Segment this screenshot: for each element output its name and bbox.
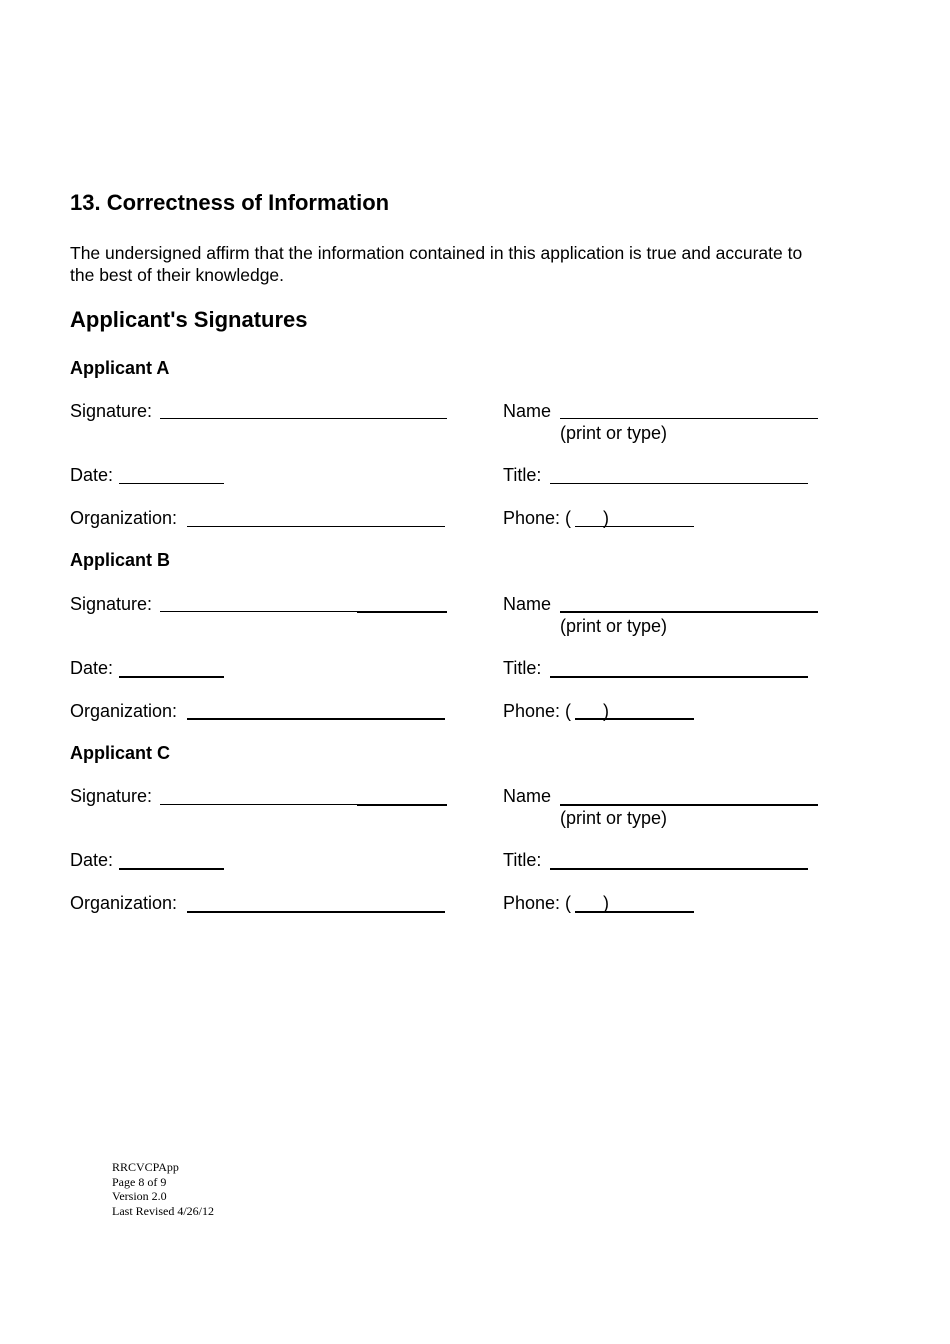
phone-close-paren: ) bbox=[603, 701, 609, 721]
phone-number-field[interactable] bbox=[603, 911, 694, 913]
name-field[interactable] bbox=[560, 804, 818, 806]
organization-label: Organization: bbox=[70, 508, 178, 528]
signature-label: Signature: bbox=[70, 594, 153, 614]
signature-label: Signature: bbox=[70, 401, 153, 421]
section-paragraph-line-1: The undersigned affirm that the information contained in this application is true and accurate to bbox=[70, 243, 803, 263]
title-label: Title: bbox=[503, 658, 542, 678]
footer-last-revised: Last Revised 4/26/12 bbox=[112, 1203, 214, 1218]
phone-number-field[interactable] bbox=[603, 526, 694, 527]
organization-label: Organization: bbox=[70, 701, 178, 721]
name-label: Name bbox=[503, 594, 552, 614]
applicant-heading: Applicant C bbox=[70, 743, 171, 763]
name-field[interactable] bbox=[560, 418, 818, 419]
print-or-type-note: (print or type) bbox=[560, 808, 668, 828]
section-paragraph-line-2: the best of their knowledge. bbox=[70, 265, 285, 285]
date-label: Date: bbox=[70, 658, 114, 678]
title-field[interactable] bbox=[550, 676, 808, 678]
section-heading: 13. Correctness of Information bbox=[70, 190, 390, 215]
print-or-type-note: (print or type) bbox=[560, 616, 668, 636]
title-field[interactable] bbox=[550, 868, 808, 870]
date-field[interactable] bbox=[119, 868, 224, 870]
print-or-type-note: (print or type) bbox=[560, 423, 668, 443]
title-field[interactable] bbox=[550, 483, 808, 484]
name-field[interactable] bbox=[560, 611, 818, 613]
signature-field-extension[interactable] bbox=[357, 804, 447, 806]
phone-label: Phone: ( bbox=[503, 508, 572, 528]
phone-label: Phone: ( bbox=[503, 701, 572, 721]
phone-area-code-field[interactable] bbox=[575, 526, 603, 527]
applicant-heading: Applicant A bbox=[70, 358, 170, 378]
title-label: Title: bbox=[503, 850, 542, 870]
footer-version: Version 2.0 bbox=[112, 1189, 167, 1203]
signature-field[interactable] bbox=[160, 418, 447, 419]
signature-field[interactable] bbox=[160, 611, 357, 612]
signature-field[interactable] bbox=[160, 804, 357, 805]
signature-field-extension[interactable] bbox=[357, 611, 447, 613]
date-field[interactable] bbox=[119, 483, 224, 484]
applicant-heading: Applicant B bbox=[70, 550, 171, 570]
phone-close-paren: ) bbox=[603, 508, 609, 528]
phone-number-field[interactable] bbox=[603, 718, 694, 720]
date-field[interactable] bbox=[119, 676, 224, 678]
footer-doc-id: RRCVCPApp bbox=[112, 1160, 179, 1174]
title-label: Title: bbox=[503, 465, 542, 485]
phone-label: Phone: ( bbox=[503, 893, 572, 913]
organization-field[interactable] bbox=[187, 911, 445, 913]
date-label: Date: bbox=[70, 850, 114, 870]
organization-label: Organization: bbox=[70, 893, 178, 913]
name-label: Name bbox=[503, 401, 552, 421]
footer bbox=[112, 1160, 214, 1218]
signature-label: Signature: bbox=[70, 786, 153, 806]
name-label: Name bbox=[503, 786, 552, 806]
footer-page-number: Page 8 of 9 bbox=[112, 1174, 167, 1189]
signatures-heading: Applicant's Signatures bbox=[70, 307, 308, 332]
organization-field[interactable] bbox=[187, 718, 445, 720]
date-label: Date: bbox=[70, 465, 114, 485]
phone-area-code-field[interactable] bbox=[575, 718, 603, 720]
organization-field[interactable] bbox=[187, 526, 445, 527]
phone-area-code-field[interactable] bbox=[575, 911, 603, 913]
phone-close-paren: ) bbox=[603, 893, 609, 913]
